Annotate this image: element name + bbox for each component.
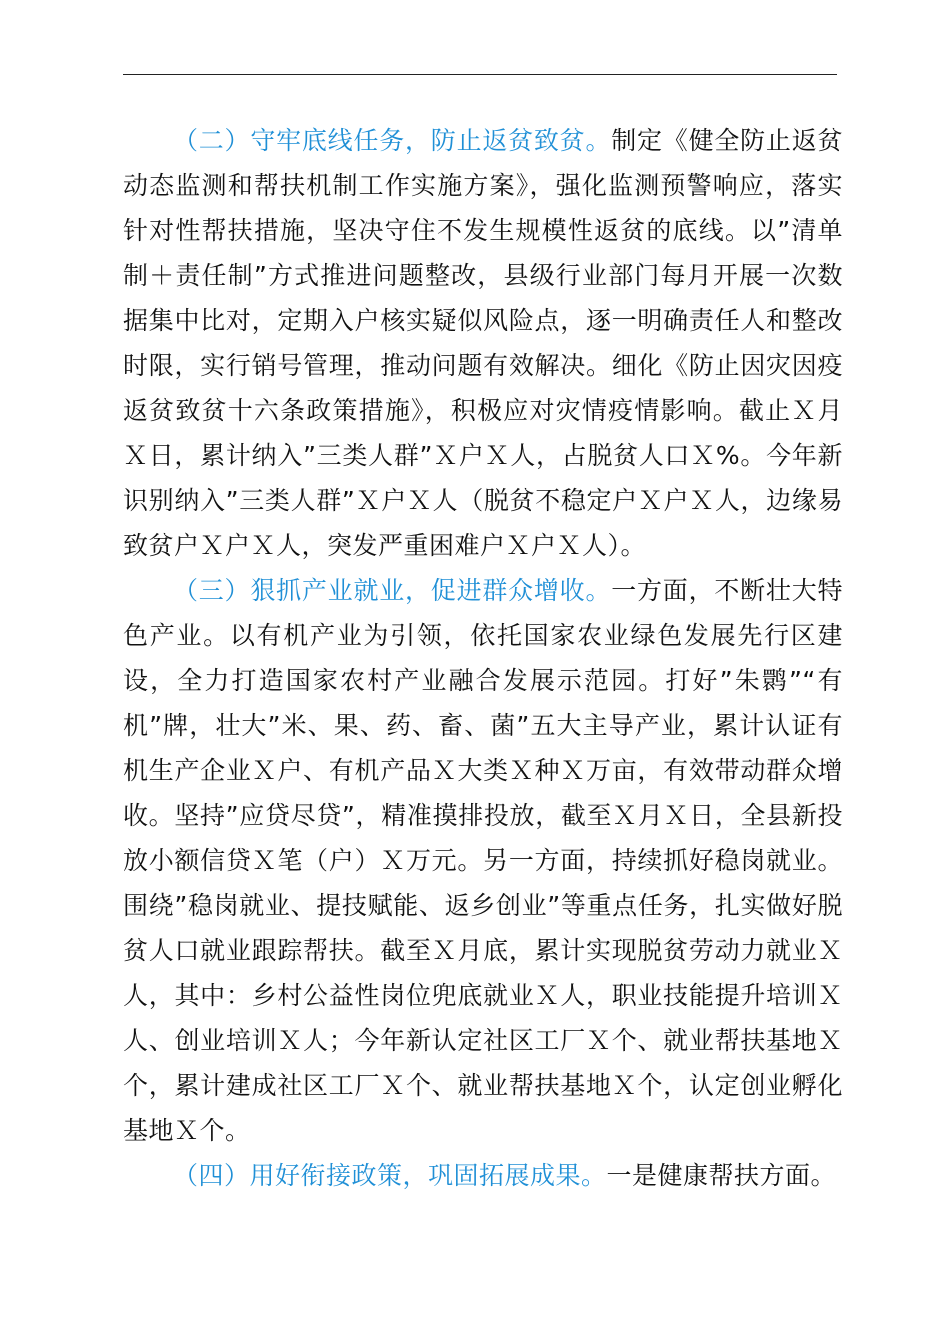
section-heading-4: （四）用好衔接政策，巩固拓展成果。: [173, 1161, 607, 1190]
section-body-2: 制定《健全防止返贫动态监测和帮扶机制工作实施方案》，强化监测预警响应，落实针对性帮扶措施，坚决守住不发生规模性返贫的底线。以”清单制＋责任制”方式推进问题整改，县级行业部门每月开展一次数据集中比对，定期入户核实疑似风险点，逐一明确责任人和整改时限，实行销号管理，推动问题有效解决。细化《防止因灾因疫返贫致贫十六条政策措施》，积极应对灾情疫情影响。截止Ｘ月Ｘ日，累计纳入”三类人群”Ｘ户Ｘ人，占脱贫人口Ｘ%。今年新识别纳入”三类人群”Ｘ户Ｘ人（脱贫不稳定户Ｘ户Ｘ人，边缘易致贫户Ｘ户Ｘ人，突发严重困难户Ｘ户Ｘ人）。: [123, 126, 843, 560]
section-paragraph-3: [123, 568, 843, 1153]
section-heading-3: （三）狠抓产业就业，促进群众增收。: [173, 576, 612, 605]
section-paragraph-2: [123, 118, 843, 568]
section-body-4: 一是健康帮扶方面。: [606, 1161, 837, 1190]
section-paragraph-4: [123, 1153, 843, 1198]
section-body-3: 一方面，不断壮大特色产业。以有机产业为引领，依托国家农业绿色发展先行区建设，全力打造国家农村产业融合发展示范园。打好”朱鹮”“有机”牌，壮大”米、果、药、畜、菌”五大主导产业，累计认证有机生产企业Ｘ户、有机产品Ｘ大类Ｘ种Ｘ万亩，有效带动群众增收。坚持”应贷尽贷”，精准摸排投放，截至Ｘ月Ｘ日，全县新投放小额信贷Ｘ笔（户）Ｘ万元。另一方面，持续抓好稳岗就业。围绕”稳岗就业、提技赋能、返乡创业”等重点任务，扎实做好脱贫人口就业跟踪帮扶。截至Ｘ月底，累计实现脱贫劳动力就业Ｘ人，其中：乡村公益性岗位兜底就业Ｘ人，职业技能提升培训Ｘ人、创业培训Ｘ人；今年新认定社区工厂Ｘ个、就业帮扶基地Ｘ个，累计建成社区工厂Ｘ个、就业帮扶基地Ｘ个，认定创业孵化基地Ｘ个。: [123, 576, 843, 1145]
document-body: [123, 118, 843, 1198]
header-rule: [123, 74, 837, 75]
section-heading-2: （二）守牢底线任务，防止返贫致贫。: [173, 126, 612, 155]
